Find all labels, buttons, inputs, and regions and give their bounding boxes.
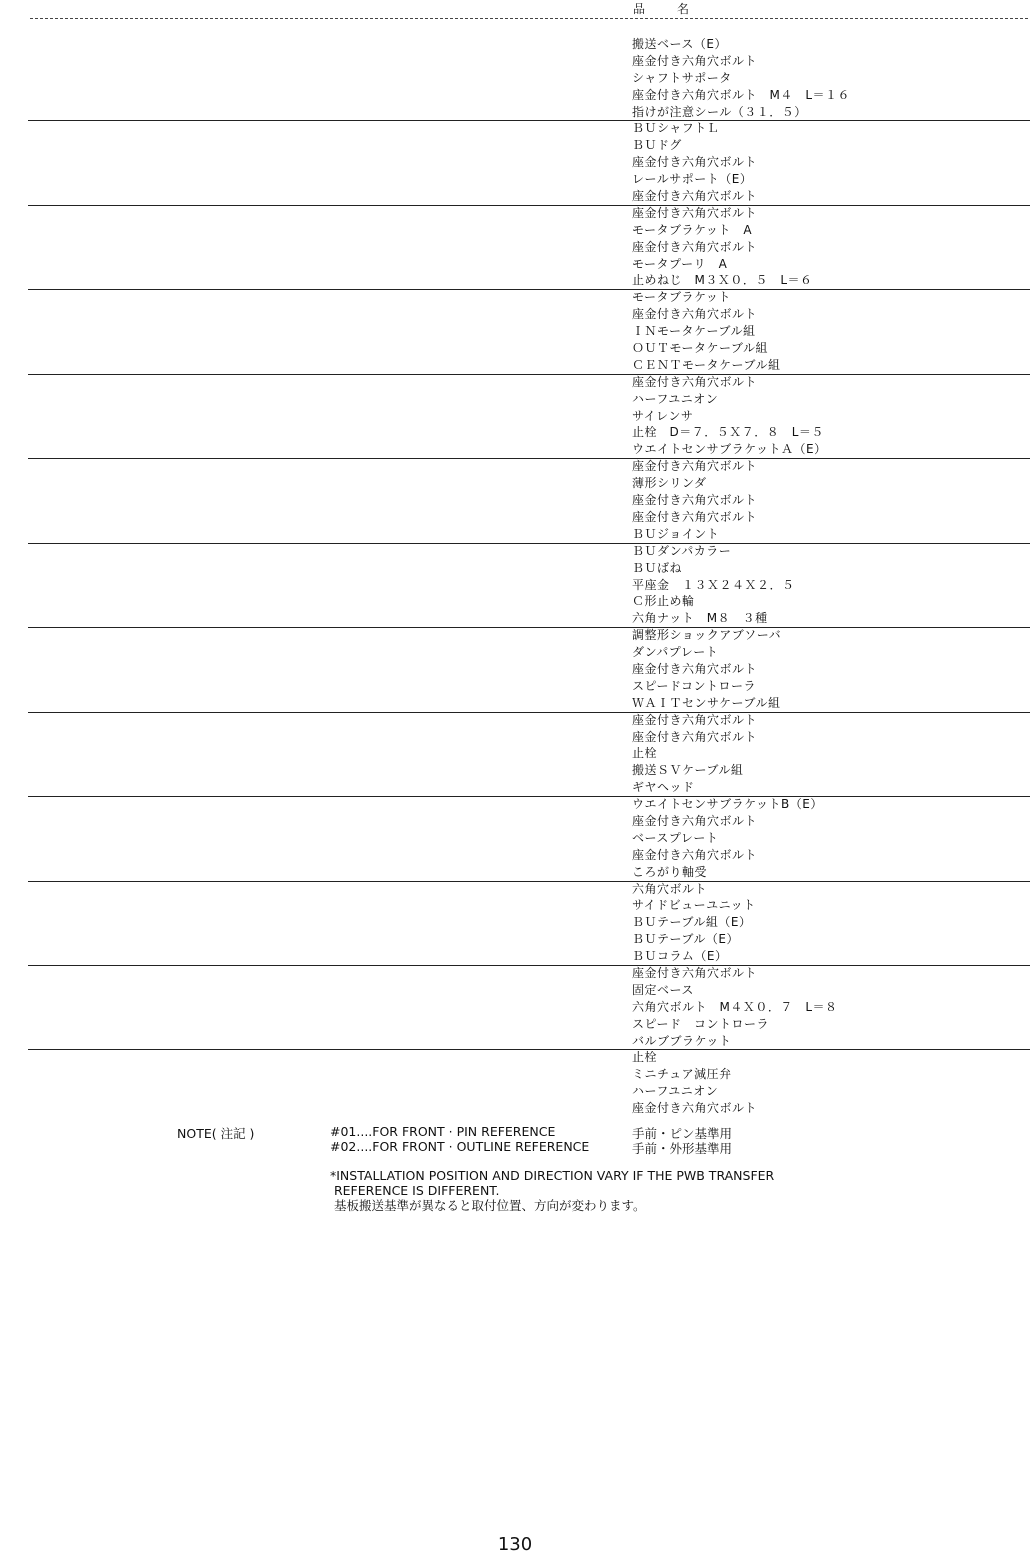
part-name-row: ＢＵダンパカラー — [632, 543, 732, 558]
part-name-row: 座金付き六角穴ボルト — [632, 847, 758, 862]
note-01-description: 手前・ピン基準用 — [632, 1126, 733, 1141]
part-name-row: 止めねじ M３Ｘ０．５ L＝６ — [632, 273, 813, 288]
part-name-row: ＷＡＩＴセンサケーブル組 — [632, 695, 781, 710]
part-name-row: ころがり軸受 — [632, 864, 708, 879]
part-name-row: 止栓 — [632, 1050, 658, 1065]
part-name-row: 搬送ＳＶケーブル組 — [632, 763, 744, 778]
part-name-row: 座金付き六角穴ボルト — [632, 307, 758, 322]
part-name-row: レールサポート（E） — [632, 172, 753, 187]
part-name-row: 座金付き六角穴ボルト M４ L＝１６ — [632, 87, 851, 102]
part-name-row: 六角穴ボルト — [632, 881, 708, 896]
part-name-row: 止栓 — [632, 746, 658, 761]
part-name-row: ＩＮモータケーブル組 — [632, 324, 756, 339]
part-name-row: モータブラケット — [632, 290, 731, 305]
part-name-row: ＢＵコラム（E） — [632, 949, 728, 964]
note-02-description: 手前・外形基準用 — [632, 1141, 733, 1156]
part-name-row: スピード コントローラ — [632, 1016, 770, 1031]
parts-group — [0, 965, 1030, 1049]
part-name-row: ミニチュア減圧弁 — [632, 1067, 732, 1082]
parts-group — [0, 881, 1030, 965]
part-name-row: ウエイトセンサブラケットB（E） — [632, 797, 823, 812]
part-name-row: サイレンサ — [632, 408, 694, 423]
part-name-row: ＢＵシャフトＬ — [632, 121, 720, 136]
part-name-row: 座金付き六角穴ボルト — [632, 53, 758, 68]
parts-group — [0, 1049, 1030, 1117]
part-name-row: モータプーリ A — [632, 256, 728, 271]
part-name-row: ベースプレート — [632, 830, 719, 845]
part-name-row: 座金付き六角穴ボルト — [632, 205, 758, 220]
parts-group — [0, 205, 1030, 289]
part-name-row: バルブブラケット — [632, 1033, 732, 1048]
part-name-row: 搬送ベース（E） — [632, 37, 727, 51]
part-name-row: 平座金 １３Ｘ２４Ｘ２．５ — [632, 577, 795, 592]
part-name-row: Ｃ形止め輪 — [632, 594, 695, 609]
part-name-row: 座金付き六角穴ボルト — [632, 374, 758, 389]
part-name-row: 六角穴ボルト M４Ｘ０．７ L＝８ — [632, 999, 838, 1014]
part-name-row: ギヤヘッド — [632, 780, 695, 795]
part-name-row: ＣＥＮＴモータケーブル組 — [632, 357, 781, 372]
part-name-row: ＢＵジョイント — [632, 526, 720, 541]
part-name-row: シャフトサポータ — [632, 70, 732, 85]
parts-group — [0, 289, 1030, 373]
part-name-row: 座金付き六角穴ボルト — [632, 189, 758, 204]
part-name-row: 座金付き六角穴ボルト — [632, 813, 758, 828]
part-name-row: ダンパプレート — [632, 645, 719, 660]
part-name-row: スピードコントローラ — [632, 678, 757, 693]
parts-group — [0, 374, 1030, 458]
part-name-row: ＢＵテーブル組（E） — [632, 915, 752, 930]
part-name-row: サイドビューユニット — [632, 898, 756, 913]
parts-group — [0, 796, 1030, 880]
part-name-row: 座金付き六角穴ボルト — [632, 1101, 758, 1116]
part-name-row: ＯＵＴモータケーブル組 — [632, 341, 768, 356]
part-name-row: 座金付き六角穴ボルト — [632, 459, 758, 474]
part-name-row: ＢＵばね — [632, 560, 683, 575]
part-name-row: 固定ベース — [632, 982, 694, 997]
parts-group — [0, 458, 1030, 542]
note-01-code: #01....FOR FRONT · PIN REFERENCE — [330, 1124, 556, 1139]
part-name-row: ＢＵテーブル（E） — [632, 932, 740, 947]
part-name-row: 調整形ショックアブソーバ — [632, 628, 782, 643]
parts-group — [0, 120, 1030, 204]
part-name-row: 止栓 D＝７．５Ｘ７．８ L＝５ — [632, 425, 824, 440]
part-name-row: ハーフユニオン — [632, 391, 719, 406]
note-02-code: #02....FOR FRONT · OUTLINE REFERENCE — [330, 1139, 590, 1154]
part-name-row: 六角ナット M８ ３種 — [632, 611, 768, 626]
part-name-row: 座金付き六角穴ボルト — [632, 493, 758, 508]
parts-list — [0, 36, 1030, 1117]
page-number: 130 — [497, 1534, 533, 1555]
part-name-row: モータブラケット A — [632, 222, 753, 237]
header-dashed-rule — [30, 18, 1028, 19]
part-name-row: 薄形シリンダ — [632, 476, 707, 491]
parts-group — [0, 543, 1030, 627]
part-name-row: 座金付き六角穴ボルト — [632, 155, 758, 170]
installation-note — [330, 1168, 774, 1213]
part-name-row: ＢＵドグ — [632, 138, 682, 153]
column-title-part-name: 品 名 — [633, 2, 700, 16]
parts-group — [0, 36, 1030, 120]
part-name-row: ウエイトセンサブラケットＡ（E） — [632, 442, 827, 457]
installation-note-line: 基板搬送基準が異なると取付位置、方向が変わります。 — [330, 1198, 646, 1213]
notes-label: NOTE( 注記 ) — [177, 1126, 255, 1141]
part-name-row: 座金付き六角穴ボルト — [632, 661, 758, 676]
part-name-row: 座金付き六角穴ボルト — [632, 965, 758, 980]
part-name-row: ハーフユニオン — [632, 1084, 719, 1099]
part-name-row: 座金付き六角穴ボルト — [632, 712, 758, 727]
part-name-row: 座金付き六角穴ボルト — [632, 729, 758, 744]
installation-note-line: REFERENCE IS DIFFERENT. — [330, 1183, 500, 1198]
installation-note-line: *INSTALLATION POSITION AND DIRECTION VARY IF THE PWB TRANSFER — [330, 1168, 775, 1183]
part-name-row: 指けが注意シール（３１．５） — [632, 104, 807, 119]
part-name-row: 座金付き六角穴ボルト — [632, 239, 758, 254]
parts-group — [0, 627, 1030, 711]
parts-group — [0, 712, 1030, 796]
part-name-row: 座金付き六角穴ボルト — [632, 509, 758, 524]
